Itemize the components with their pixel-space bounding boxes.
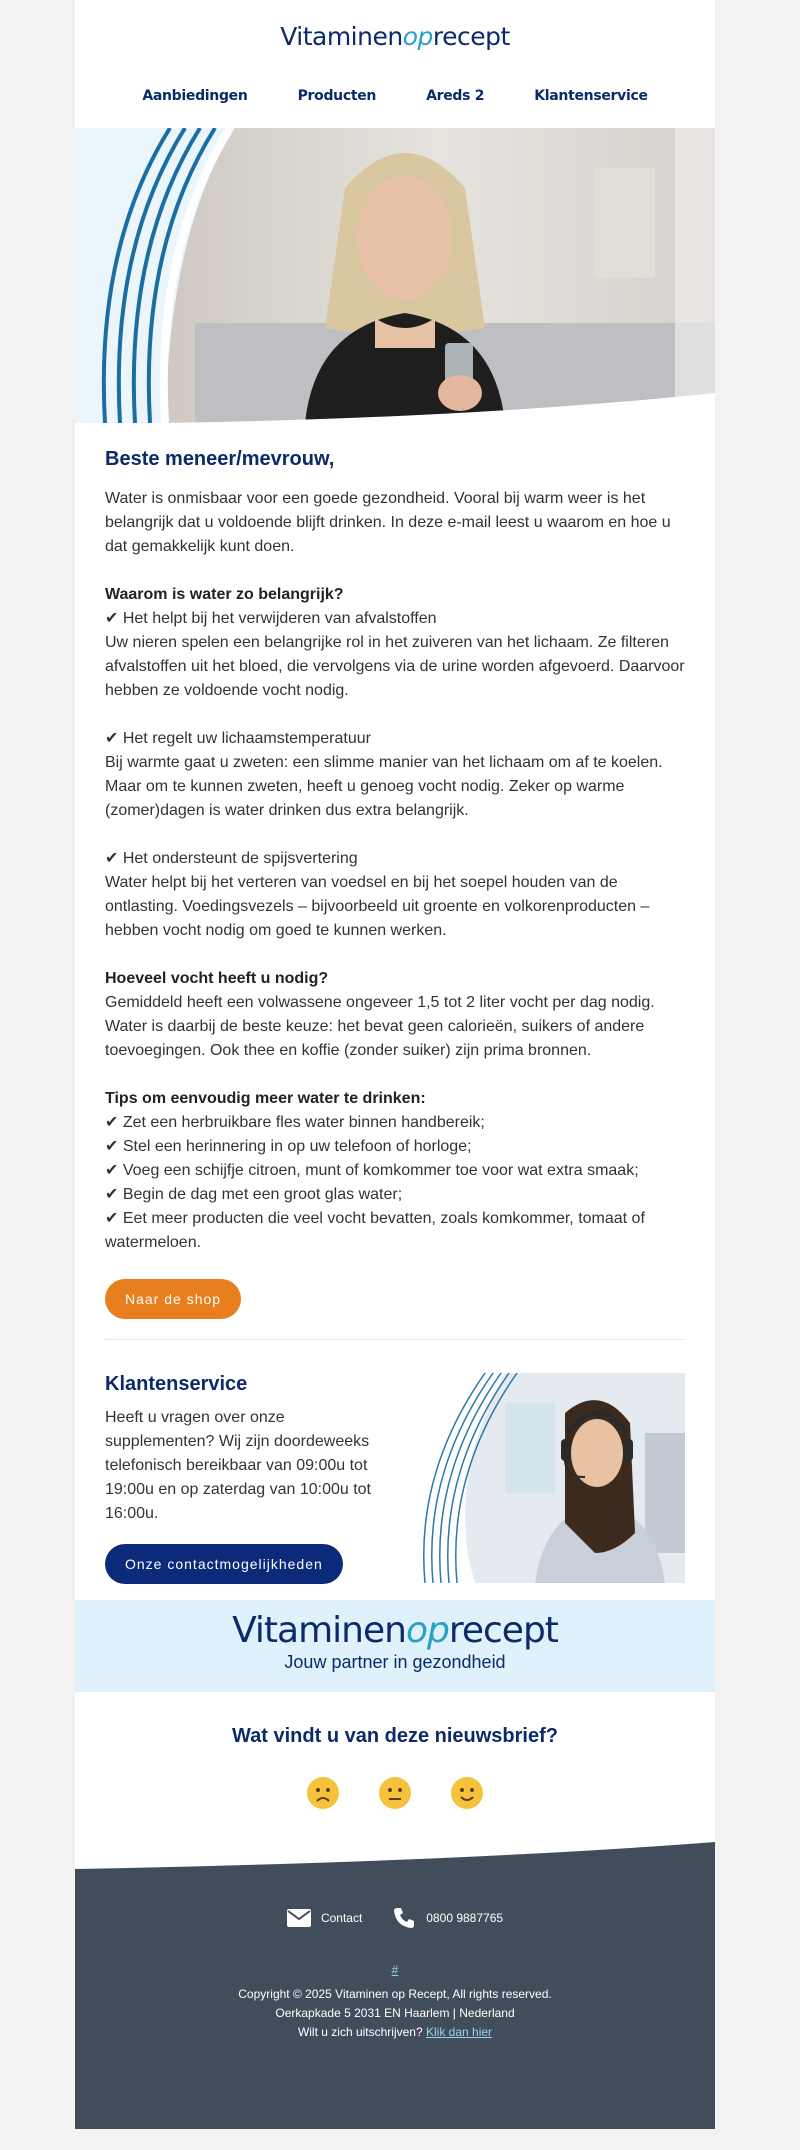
section-how-much <box>105 967 685 1063</box>
band-logo-part3: recept <box>448 1610 558 1651</box>
how-much-text: Gemiddeld heeft een volwassene ongeveer 1,5 tot 2 liter vocht per dag nodig. Water is daarbij de beste keuze: het bevat geen calorieën, suikers of andere toevoegingen. Ook thee en koffie (zonder suiker) zijn prima bronnen. <box>105 994 655 1059</box>
sad-face-icon[interactable] <box>306 1776 340 1810</box>
nav-producten[interactable]: Producten <box>297 88 377 104</box>
header-logo[interactable] <box>75 0 715 62</box>
why-item2-title: ✔ Het regelt uw lichaamstemperatuur <box>105 730 371 747</box>
why-item1-text: Uw nieren spelen een belangrijke rol in het zuiveren van het lichaam. Ze filteren afvalstoffen uit het bloed, die vervolgens via de urine worden afgevoerd. Daarvoor hebben ze voldoende vocht nodig. <box>105 634 685 699</box>
footer-hash-link[interactable]: # <box>391 1963 399 1977</box>
tip-item: ✔ Voeg een schijfje citroen, munt of komkommer toe voor wat extra smaak; <box>105 1162 639 1179</box>
tip-item: ✔ Begin de dag met een groot glas water; <box>105 1186 403 1203</box>
copyright: Copyright © 2025 Vitaminen op Recept, All rights reserved. <box>238 1987 552 2001</box>
phone-number: 0800 9887765 <box>426 1911 504 1925</box>
tip-item: ✔ Zet een herbruikbare fles water binnen handbereik; <box>105 1114 485 1131</box>
main-nav <box>75 62 715 128</box>
tips-heading: Tips om eenvoudig meer water te drinken: <box>105 1090 426 1107</box>
service-text: Heeft u vragen over onze supplementen? Wij zijn doordeweeks telefonisch bereikbaar van 09:00u tot 19:00u en op zaterdag van 10:00u tot 16:00u. <box>105 1409 371 1522</box>
feedback-question: Wat vindt u van deze nieuwsbrief? <box>232 1725 558 1747</box>
logo-part1: Vitaminen <box>280 22 403 51</box>
contact-label: Contact <box>320 1911 363 1925</box>
hero-image <box>75 128 715 423</box>
nav-areds2[interactable]: Areds 2 <box>426 88 485 104</box>
unsubscribe-line <box>75 2023 715 2042</box>
how-much-heading: Hoeveel vocht heeft u nodig? <box>105 970 329 987</box>
why-item3 <box>105 847 685 943</box>
unsubscribe-text: Wilt u zich uitschrijven? <box>297 2025 423 2039</box>
unsubscribe-link[interactable]: Klik dan hier <box>426 2025 493 2039</box>
why-item1-title: ✔ Het helpt bij het verwijderen van afvalstoffen <box>105 610 437 627</box>
feedback-section <box>75 1692 715 1842</box>
why-item3-title: ✔ Het ondersteunt de spijsvertering <box>105 850 358 867</box>
section-tips <box>105 1087 685 1255</box>
email-container <box>75 0 715 2118</box>
customer-service-section <box>75 1340 715 1596</box>
footer <box>75 1842 715 2129</box>
why-item2 <box>105 727 685 823</box>
envelope-icon <box>287 1909 311 1927</box>
neutral-face-icon[interactable] <box>378 1776 412 1810</box>
service-text-block <box>105 1373 375 1596</box>
main-content <box>75 423 715 1319</box>
footer-contact-link[interactable] <box>287 1909 362 1927</box>
address: Oerkapkade 5 2031 EN Haarlem | Nederland <box>275 2006 515 2020</box>
tip-item: ✔ Eet meer producten die veel vocht bevatten, zoals komkommer, tomaat of watermeloen. <box>105 1210 645 1251</box>
footer-phone-link[interactable] <box>392 1906 503 1930</box>
why-item2-text: Bij warmte gaat u zweten: een slimme manier van het lichaam om af te koelen. Maar om te kunnen zweten, heeft u genoeg vocht nodig. Zeker op warme (zomer)dagen is water drinken dus extra belangrijk. <box>105 754 663 819</box>
feedback-smileys <box>75 1776 715 1810</box>
band-logo-part1: Vitaminen <box>232 1610 406 1651</box>
section-why <box>105 583 685 703</box>
nav-klantenservice[interactable]: Klantenservice <box>534 88 648 104</box>
logo-part3: recept <box>432 22 510 51</box>
happy-face-icon[interactable] <box>450 1776 484 1810</box>
band-tagline: Jouw partner in gezondheid <box>284 1652 506 1672</box>
footer-content <box>75 1882 715 2042</box>
service-title: Klantenservice <box>105 1373 248 1395</box>
section-why-heading: Waarom is water zo belangrijk? <box>105 586 344 603</box>
service-agent-image <box>415 1373 685 1583</box>
why-item3-text: Water helpt bij het verteren van voedsel en bij het soepel houden van de ontlasting. Voedingsvezels – bijvoorbeeld uit groente en volkorenproducten – hebben vocht nodig om goed te kunnen werken. <box>105 874 650 939</box>
footer-contact-row <box>75 1906 715 1930</box>
brand-band <box>75 1600 715 1692</box>
band-logo-part2: op <box>405 1610 449 1651</box>
nav-aanbiedingen[interactable]: Aanbiedingen <box>142 88 248 104</box>
phone-icon <box>392 1906 416 1930</box>
contact-options-button[interactable]: Onze contactmogelijkheden <box>105 1544 343 1584</box>
intro-text: Water is onmisbaar voor een goede gezondheid. Vooral bij warm weer is het belangrijk dat u voldoende blijft drinken. In deze e-mail leest u waarom en hoe u dat gemakkelijk kunt doen. <box>105 490 671 555</box>
greeting: Beste meneer/mevrouw, <box>105 448 335 470</box>
shop-button[interactable]: Naar de shop <box>105 1279 241 1319</box>
tip-item: ✔ Stel een herinnering in op uw telefoon of horloge; <box>105 1138 472 1155</box>
band-logo <box>75 1610 715 1652</box>
logo-part2: op <box>402 22 433 51</box>
